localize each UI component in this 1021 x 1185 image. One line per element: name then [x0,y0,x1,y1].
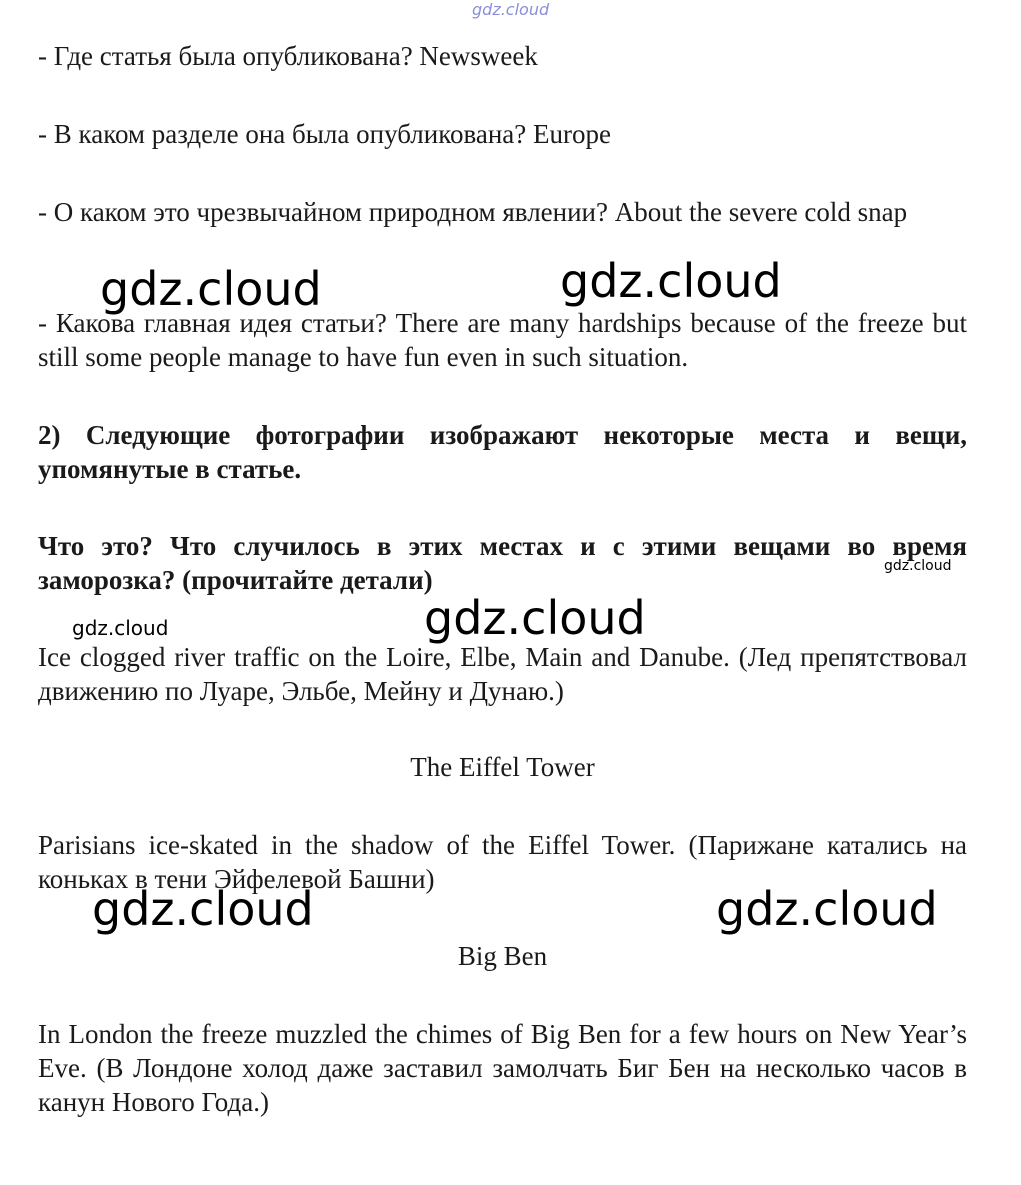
watermark-4: gdz.cloud [424,591,646,645]
eiffel-tower-paragraph: Parisians ice-skated in the shadow of the Eiffel Tower. (Парижане катались на коньках в тени Эйфелевой Башни) [38,830,967,894]
question-which-section: - В каком разделе она была опубликована? Europe [38,119,611,149]
eiffel-tower-title: The Eiffel Tower [410,752,595,782]
question-natural-phenomenon: - О каком это чрезвычайном природном явлении? About the severe cold snap [38,197,908,227]
watermark-3: gdz.cloud [884,558,952,574]
watermark-7: gdz.cloud [716,882,938,936]
question-main-idea: - Какова главная идея статьи? There are many hardships because of the freeze but still some people manage to have fun even in such situation. [38,308,967,372]
big-ben-paragraph: In London the freeze muzzled the chimes of Big Ben for a few hours on New Year’s Eve. (В Лондоне холод даже заставил замолчать Биг Бен на несколько часов в канун Нового Года.) [38,1019,967,1117]
watermark-6: gdz.cloud [92,882,314,936]
watermark-1: gdz.cloud [100,262,322,316]
big-ben-title: Big Ben [457,941,548,971]
watermark-5: gdz.cloud [72,616,169,640]
question-where-published: - Где статья была опубликована? Newsweek [38,41,538,71]
watermark-2: gdz.cloud [560,254,782,308]
rivers-paragraph: Ice clogged river traffic on the Loire, Elbe, Main and Danube. (Лед препятствовал движению по Луаре, Эльбе, Мейну и Дунаю.) [38,642,967,706]
task-2-subheading: Что это? Что случилось в этих местах и с этими вещами во время заморозка? (прочитайте детали) [38,531,967,595]
task-2-heading: 2) Следующие фотографии изображают некоторые места и вещи, упомянутые в статье. [38,420,967,484]
top-watermark: gdz.cloud [472,0,550,19]
